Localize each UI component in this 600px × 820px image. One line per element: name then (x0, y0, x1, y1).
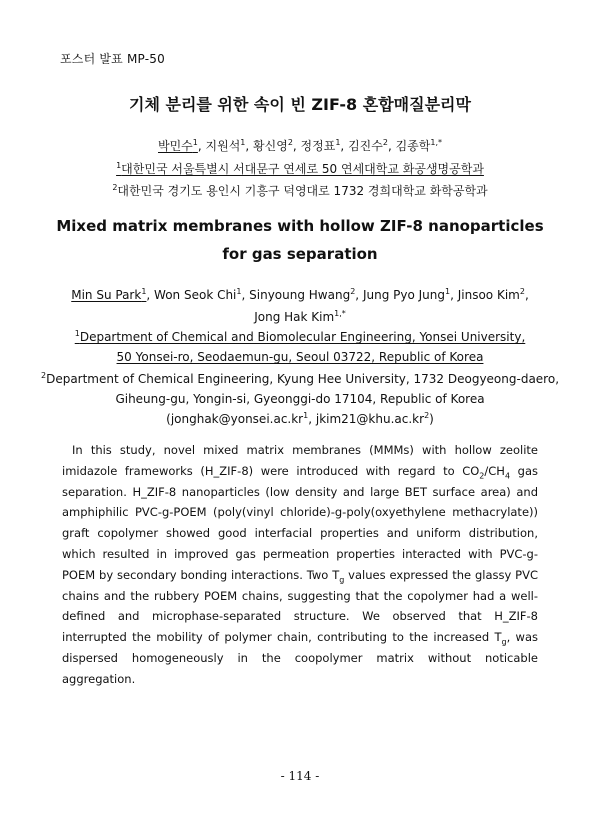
abstract-text: gas separation. H_ZIF-8 nanoparticles (low density and large BET surface area) and amphiphilic PVC-g-POEM (poly(vinyl chloride)-g-poly(oxyethylene methacrylate)) graft copolymer showed good interfacial properties and uniform distribution, which resulted in improved gas permeation properties interacted with PVC-g-POEM by secondary bonding interactions. Two T (62, 463, 538, 582)
abstract-text: /CH (484, 463, 505, 478)
email-sup: 2 (424, 411, 430, 420)
author-name: Sinyoung Hwang (249, 288, 351, 302)
english-affiliation-1-line-2 (0, 350, 600, 364)
abstract-subscript: 2 (479, 471, 485, 481)
author (253, 139, 293, 153)
author-name: Jung Pyo Jung (362, 288, 445, 302)
english-affiliation-1-line-1 (0, 330, 600, 344)
abstract-subscript: 4 (504, 471, 511, 481)
korean-author-list: 박민수$^1$, 지원석$^1$, 황신영$^2$, 정정표$^1$, 김진수$^2$, 김종학$^{1,*}$ (158, 138, 442, 153)
author (301, 139, 341, 153)
affiliation-text: 50 Yonsei-ro, Seodaemun-gu, Seoul 03722, Republic of Korea (116, 350, 484, 364)
email-1[interactable]: jonghak@yonsei.ac.kr (170, 412, 304, 426)
author-name: Won Seok Chi (154, 288, 237, 302)
author-affiliation-sup: 1 (444, 287, 451, 296)
contact-emails: ($jonghak@yonsei.ac.kr^1$, $jkim21@khu.ac.kr^2$) (166, 411, 434, 426)
author (348, 139, 388, 153)
author-affiliation-sup: 2 (287, 138, 293, 147)
korean-affiliation-1 (0, 160, 600, 177)
author (396, 139, 442, 153)
author-name: Jinsoo Kim (457, 288, 520, 302)
author-affiliation-sup: 2 (519, 287, 525, 296)
author-name: 정정표 (300, 139, 336, 153)
author (254, 310, 346, 324)
author-affiliation-sup: 2 (382, 138, 388, 147)
english-affiliation-2-line-2: Giheung-gu, Yongin-si, Gyeonggi-do 17104, Republic of Korea (115, 392, 485, 406)
affiliation-sup: 1 (74, 329, 80, 338)
author-affiliation-sup: 1 (141, 287, 147, 296)
english-author-list-line-2 (0, 310, 600, 324)
abstract-text: , was dispersed homogeneously in the coopolymer matrix without noticable aggregation. (62, 630, 538, 686)
author (206, 139, 246, 153)
author-affiliation-sup: 1 (236, 287, 242, 296)
author (249, 288, 355, 302)
author-affiliation-sup: 1,* (334, 309, 346, 318)
poster-id: 포스터 발표 MP-50 (60, 52, 165, 66)
author-affiliation-sup: 1 (335, 138, 341, 147)
email-sup: 1 (303, 411, 309, 420)
english-title-line-1: Mixed matrix membranes with hollow ZIF-8 nanoparticles (56, 217, 544, 235)
english-author-list-line-1: Min Su Park$^1$, Won Seok Chi$^1$, Sinyoung Hwang$^2$, Jung Pyo Jung$^1$, Jinsoo Kim$^2$, (71, 287, 529, 302)
abstract-subscript: g (339, 575, 345, 585)
author (458, 288, 525, 302)
affiliation-text: 대한민국 경기도 용인시 기흥구 덕영대로 1732 경희대학교 화학공학과 (117, 184, 488, 198)
english-title-line-2: for gas separation (222, 245, 378, 263)
abstract (62, 440, 538, 690)
english-affiliation-2-line-1 (0, 372, 600, 386)
affiliation-text: 대한민국 서울특별시 서대문구 연세로 50 연세대학교 화공생명공학과 (121, 162, 484, 176)
author-name: 황신영 (253, 139, 288, 153)
author-name: Jong Hak Kim (254, 310, 335, 324)
abstract-text: values expressed the glassy PVC chains and the rubbery POEM chains, suggesting that the copolymer had a well-defined and microphase-separated structure. We observed that H_ZIF-8 interrupted the mobility of polymer chain, contributing to the increased T (62, 567, 538, 645)
author-affiliation-sup: 2 (350, 287, 356, 296)
author-name: 박민수 (158, 139, 193, 153)
abstract-text: In this study, novel mixed matrix membranes (MMMs) with hollow zeolite imidazole frameworks (H_ZIF-8) were introduced with regard to CO (62, 443, 538, 478)
author-name: 김종학 (395, 139, 431, 153)
korean-title: 기체 분리를 위한 속이 빈 ZIF-8 혼합매질분리막 (129, 95, 471, 114)
affiliation-sup: 2 (112, 183, 118, 192)
affiliation-sup: 2 (40, 371, 47, 380)
author (71, 288, 146, 302)
author-affiliation-sup: 1,* (430, 138, 442, 147)
korean-affiliation-2 (0, 182, 600, 199)
page-number: - 114 - (280, 769, 320, 783)
abstract-subscript: g (501, 637, 507, 647)
affiliation-sup: 1 (116, 161, 122, 170)
author-affiliation-sup: 1 (192, 138, 198, 147)
author-affiliation-sup: 1 (240, 138, 246, 147)
author (363, 288, 450, 302)
abstract-paragraph (62, 440, 538, 690)
affiliation-text: Department of Chemical Engineering, Kyung Hee University, 1732 Deogyeong-daero, (46, 372, 560, 386)
author-name: Min Su Park (71, 288, 142, 302)
author (154, 288, 241, 302)
email-2[interactable]: jkim21@khu.ac.kr (315, 412, 425, 426)
affiliation-text: Department of Chemical and Biomolecular Engineering, Yonsei University, (79, 330, 526, 344)
author-name: 지원석 (205, 139, 241, 153)
author (158, 139, 198, 153)
author-name: 김진수 (348, 139, 383, 153)
